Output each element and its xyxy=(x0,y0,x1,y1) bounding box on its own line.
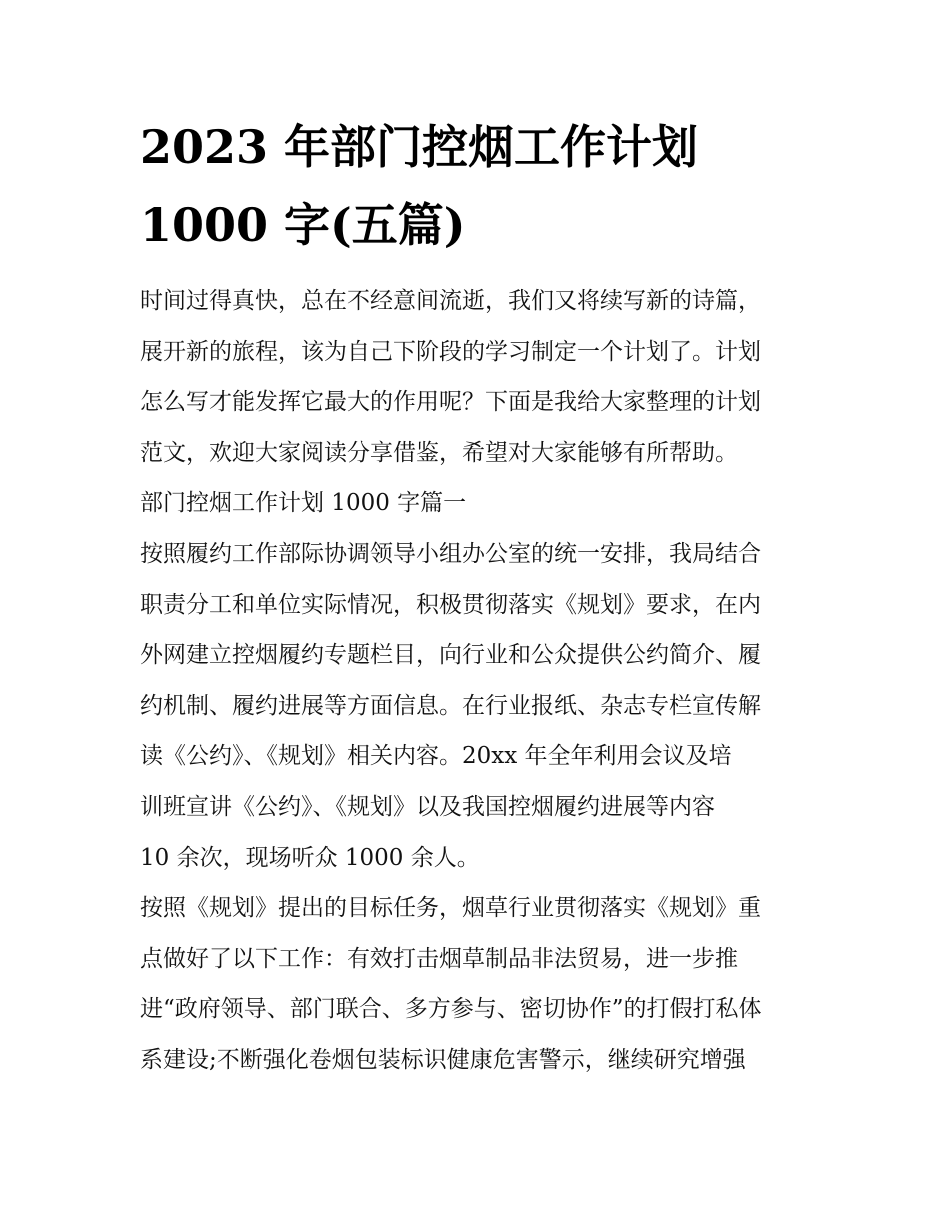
title-line-2: 1000 字(五篇) xyxy=(140,198,466,252)
paragraph-2-line-1: 按照《规划》提出的目标任务，烟草行业贯彻落实《规划》重 xyxy=(140,895,761,922)
document-body xyxy=(140,276,830,1086)
paragraph-1-line-2: 职责分工和单位实际情况，积极贯彻落实《规划》要求，在内 xyxy=(140,591,761,618)
section-heading: 部门控烟工作计划 1000 字篇一 xyxy=(140,490,467,517)
document-title xyxy=(140,108,820,264)
paragraph-1-line-1: 按照履约工作部际协调领导小组办公室的统一安排，我局结合 xyxy=(140,540,761,567)
intro-line-3: 怎么写才能发挥它最大的作用呢？下面是我给大家整理的计划 xyxy=(140,389,761,416)
intro-line-4: 范文，欢迎大家阅读分享借鉴，希望对大家能够有所帮助。 xyxy=(140,439,738,466)
title-line-1: 2023 年部门控烟工作计划 xyxy=(140,120,699,174)
paragraph-2-line-4: 系建设;不断强化卷烟包装标识健康危害警示，继续研究增强 xyxy=(140,1046,746,1073)
paragraph-1-line-3: 外网建立控烟履约专题栏目，向行业和公众提供公约简介、履 xyxy=(140,642,761,669)
paragraph-2-line-3: 进“政府领导、部门联合、多方参与、密切协作”的打假打私体 xyxy=(140,996,762,1023)
paragraph-2-line-2: 点做好了以下工作：有效打击烟草制品非法贸易，进一步推 xyxy=(140,945,738,972)
paragraph-1-line-4: 约机制、履约进展等方面信息。在行业报纸、杂志专栏宣传解 xyxy=(140,692,761,719)
paragraph-1-line-6: 训班宣讲《公约》、《规划》以及我国控烟履约进展等内容 xyxy=(140,793,715,820)
intro-line-2: 展开新的旅程，该为自己下阶段的学习制定一个计划了。计划 xyxy=(140,338,761,365)
intro-line-1: 时间过得真快，总在不经意间流逝，我们又将续写新的诗篇， xyxy=(140,288,761,314)
paragraph-1-line-7: 10 余次，现场听众 1000 余人。 xyxy=(140,844,480,871)
paragraph-1-line-5: 读《公约》、《规划》相关内容。20xx 年全年利用会议及培 xyxy=(140,743,732,770)
